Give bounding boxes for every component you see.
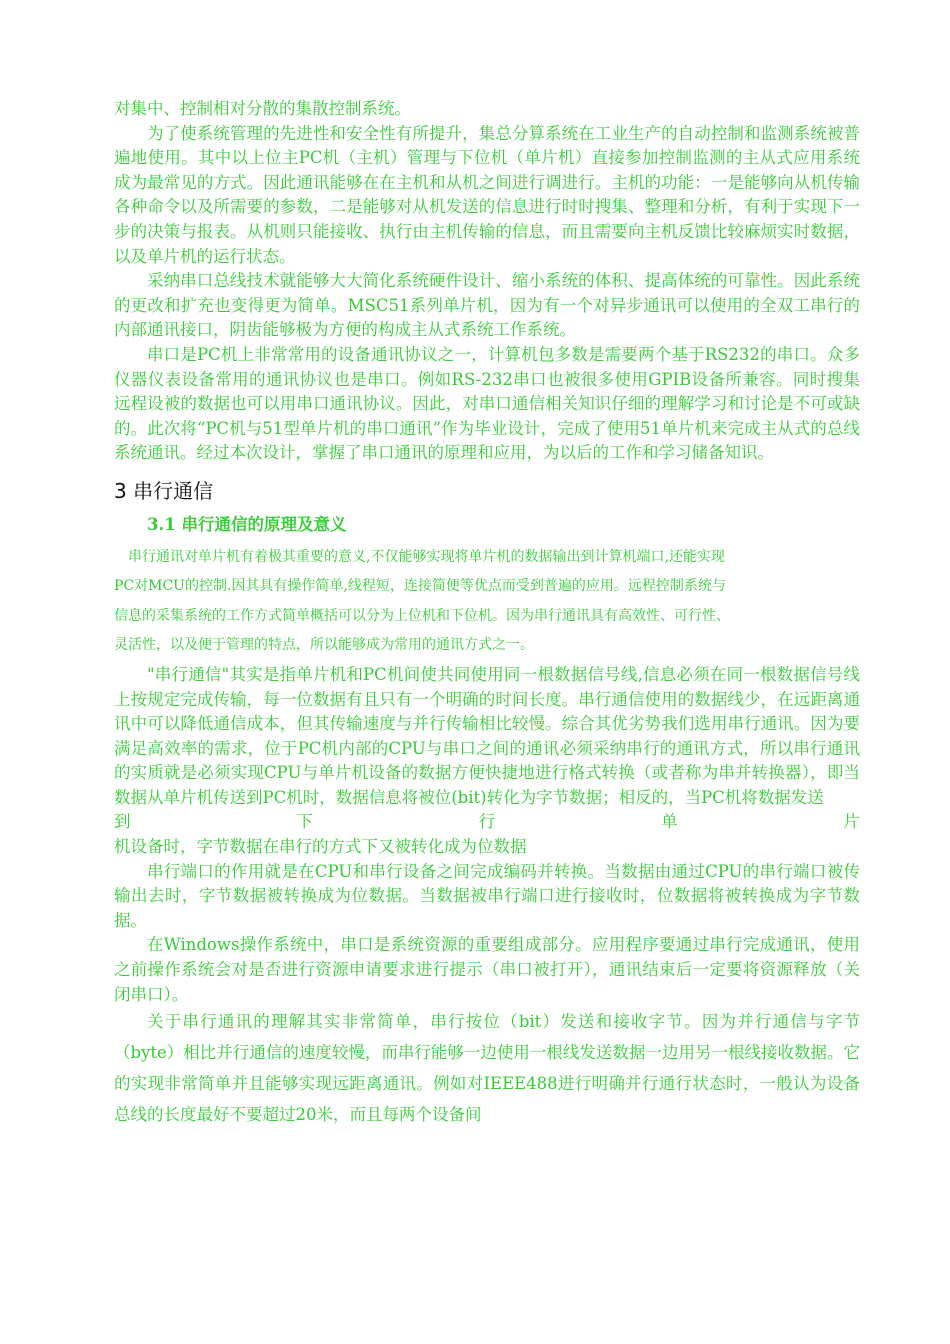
- spread-char: 片: [843, 812, 860, 832]
- small-paragraph-line: PC对MCU的控制.因其具有操作简单,线程短，连接简便等优点而受到普遍的应用。远程控制系统与: [114, 578, 726, 595]
- section-heading: 3 串行通信: [114, 478, 214, 503]
- paragraph-serial-port-role: 串行端口的作用就是在CPU和串行设备之间完成编码并转换。当数据由通过CPU的串行端口被传输出去时，字节数据被转换成为位数据。当数据被串行端口进行接收时，位数据将被转换成为字节数据。: [114, 861, 860, 930]
- small-paragraph-line: 串行通讯对单片机有着极其重要的意义,不仅能够实现将单片机的数据输出到计算机端口,还能实现: [128, 548, 725, 565]
- paragraph-serial-communication: "串行通信"其实是指单片机和PC机间使共同使用同一根数据信号线,信息必须在同一根数据信号线上按规定完成传输，每一位数据有且只有一个明确的时间长度。串行通信使用的数据线少，在远距离通讯中可以降低通信成本，但其传输速度与并行传输相比较慢。综合其优劣势我们选用串行通讯。因为要满足高效率的需求，位于PC机内部的CPU与串口之间的通讯必须采纳串行的通讯方式，所以串行通讯的实质就是必须实现CPU与单片机设备的数据方便快捷地进行格式转换（或者称为串并转换器），即当数据从单片机传送到PC机时，数据信息将被位(bit)转化为字节数据；相反的，当PC机将数据发送: [114, 664, 860, 807]
- paragraph-system-management: 为了使系统管理的先进性和安全性有所提升，集总分算系统在工业生产的自动控制和监测系统被普遍地使用。其中以上位主PC机（主机）管理与下位机（单片机）直接参加控制监测的主从式应用系统成为最常见的方式。因此通讯能够在在主机和从机之间进行调进行。主机的功能：一是能够向从机传输各种命令以及所需要的参数，二是能够对从机发送的信息进行时时搜集、整理和分析，有利于实现下一步的决策与报表。从机则只能接收、执行由主机传输的信息，而且需要向主机反馈比较麻烦实时数据，以及单片机的运行状态。: [114, 123, 860, 266]
- paragraph-continuation: 对集中、控制相对分散的集散控制系统。: [114, 99, 411, 118]
- spread-line: [114, 810, 860, 835]
- small-paragraph: [114, 543, 860, 661]
- spread-char: 下: [296, 812, 313, 832]
- paragraph-serial-communication-end: 机设备时，字节数据在串行的方式下又被转化成为位数据: [114, 837, 527, 857]
- paragraph-serial-port: 串口是PC机上非常常用的设备通讯协议之一，计算机包多数是需要两个基于RS232的串口。众多仪器仪表设备常用的通讯协议也是串口。例如RS-232串口也被很多使用GPIB设备所兼容。同时搜集远程设被的数据也可以用串口通讯协议。因此，对串口通信相关知识仔细的理解学习和讨论是不可或缺的。此次将“PC机与51型单片机的串口通讯”作为毕业设计，完成了使用51单片机来完成主从式的总线系统通讯。经过本次设计，掌握了串口通讯的原理和应用，为以后的工作和学习储备知识。: [114, 344, 860, 463]
- paragraph-serial-understanding: 关于串行通讯的理解其实非常简单，串行按位（bit）发送和接收字节。因为并行通信与字节（byte）相比并行通信的速度较慢，而串行能够一边使用一根线发送数据一边用另一根线接收数据。它的实现非常简单并且能够实现远距离通讯。例如对IEEE488进行明确并行通行状态时，一般认为设备总线的长度最好不要超过20米，而且每两个设备间: [114, 1012, 860, 1124]
- spread-char: 单: [661, 812, 678, 832]
- spread-char: 行: [478, 812, 496, 832]
- paragraph-windows: 在Windows操作系统中，串口是系统资源的重要组成部分。应用程序要通过串行完成通讯，使用之前操作系统会对是否进行资源申请要求进行提示（串口被打开），通讯结束后一定要将资源释放（关闭串口）。: [114, 935, 860, 1004]
- paragraph-serial-bus: 采纳串口总线技术就能够大大简化系统硬件设计、缩小系统的体积、提高体统的可靠性。因此系统的更改和扩充也变得更为简单。MSC51系列单片机，因为有一个对异步通讯可以使用的全双工串行的内部通讯接口，阴齿能够极为方便的构成主从式系统工作系统。: [114, 271, 860, 340]
- subsection-heading: 3.1 串行通信的原理及意义: [147, 514, 347, 534]
- document-body: [114, 97, 860, 1130]
- spread-char: 到: [114, 812, 131, 832]
- small-paragraph-line: 灵活性，以及便于管理的特点，所以能够成为常用的通讯方式之一。: [114, 637, 534, 654]
- small-paragraph-line: 信息的采集系统的工作方式简单概括可以分为上位机和下位机。因为串行通讯具有高效性、可行性、: [114, 607, 730, 624]
